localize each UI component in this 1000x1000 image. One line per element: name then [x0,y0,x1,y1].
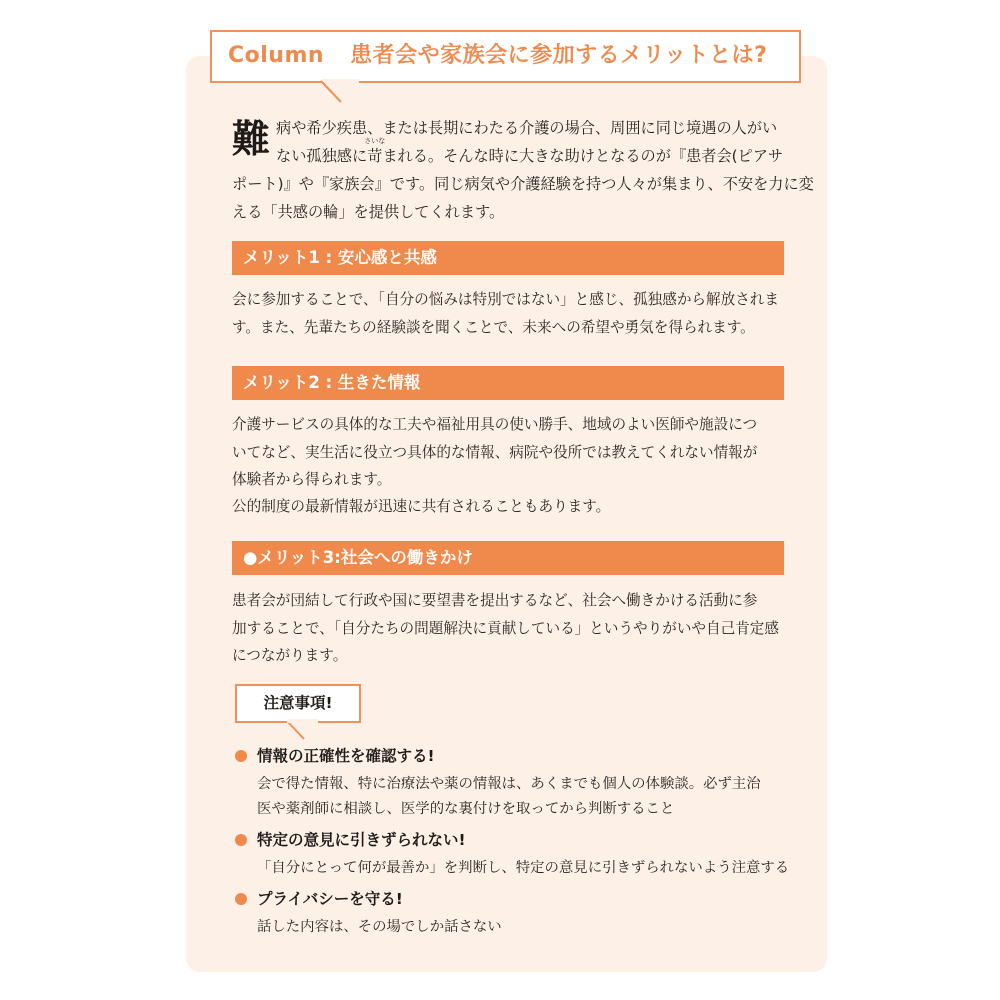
notice-item-1-heading: 情報の正確性を確認する! [257,747,435,765]
merit-1-line-1: 会に参加することで、「自分の悩みは特別ではない」と感じ、孤独感から解放されま [232,291,779,308]
notice-item-2-line-1: 「自分にとって何が最善か」を判断し、特定の意見に引きずられないよう注意する [257,860,790,876]
merit-2-heading: メリット2 : 生きた情報 [232,366,784,400]
bullet-dot-icon [235,834,247,846]
bullet-dot-icon [235,893,247,905]
notice-item-3-heading: プライバシーを守る! [257,890,403,908]
column-label: Column [228,43,325,68]
merit-1-heading: メリット1 : 安心感と共感 [232,241,784,275]
intro-line-2 [276,137,784,166]
merit-3-line-2: 加することで、「自分たちの問題解決に貢献している」というやりがいや自己肯定感 [232,620,779,637]
notice-item-2-heading: 特定の意見に引きずられない! [257,831,466,849]
notice-item-3-line-1: 話した内容は、その場でしか話さない [257,919,502,935]
intro-line-4: える「共感の輪」を提供してくれます。 [232,203,505,221]
merit-2-line-1: 介護サービスの具体的な工夫や福祉用具の使い勝手、地域のよい医師や施設につ [232,416,758,433]
merit-2-line-3: 体験者から得られます。 [232,471,392,488]
drop-cap: 難 [232,117,271,161]
intro-line-2-after: まれる。そんな時に大きな助けとなるのが『患者会(ピアサ [382,147,784,165]
notice-label: 注意事項! [263,694,333,712]
merit-3-line-1: 患者会が団結して行政や国に要望書を提出するなど、社会へ働きかける活動に参 [232,592,758,609]
intro-line-1: 病や希少疾患、または長期にわたる介護の場合、周囲に同じ境遇の人がい [276,119,778,137]
bullet-dot-icon [235,750,247,762]
ruby-base: 苛 [367,147,383,165]
ruby-text: さいな [364,137,386,145]
intro-line-2-before: ない孤独感に [276,147,368,165]
title-box-tail-gap [322,79,359,83]
merit-2-line-4: 公的制度の最新情報が迅速に共有されることもあります。 [232,498,611,515]
merit-1-line-2: す。また、先輩たちの経験談を聞くことで、未来への希望や勇気を得られます。 [232,319,755,336]
intro-line-3: ポート)』や『家族会』です。同じ病気や介護経験を持つ人々が集まり、不安を力に変 [232,175,814,193]
column-title [228,40,767,72]
notice-item-1-line-1: 会で得た情報、特に治療法や薬の情報は、あくまでも個人の体験談。必ず主治 [257,776,761,792]
column-heading: 患者会や家族会に参加するメリットとは? [350,43,768,68]
notice-item-1-line-2: 医や薬剤師に相談し、医学的な裏付けを取ってから判断すること [257,801,675,817]
merit-3-heading: ●メリット3:社会への働きかけ [232,541,784,575]
merit-3-line-3: につながります。 [232,647,348,664]
merit-2-line-2: いてなど、実生活に役立つ具体的な情報、病院や役所では教えてくれない情報が [232,444,758,461]
ruby-word [364,137,386,166]
